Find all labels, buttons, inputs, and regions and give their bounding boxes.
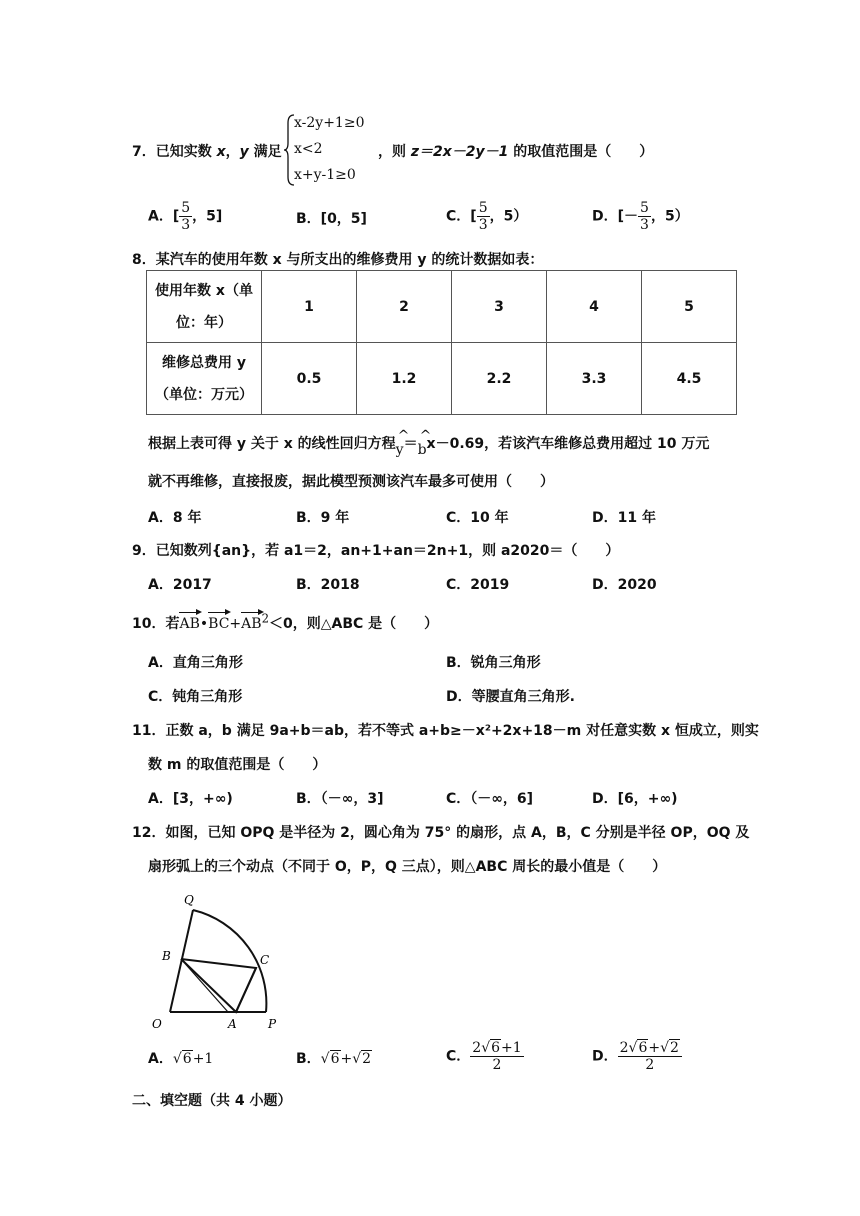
table-head-cell: 维修总费用 y （单位：万元） [147,343,262,415]
q10-option-d: D．等腰直角三角形. [446,689,575,705]
q11-option-d: D．[6，+∞) [592,791,678,807]
q8-option-c: C．10 年 [446,510,509,526]
table-cell: 1.2 [357,343,452,415]
label-b: B [162,949,171,963]
table-cell: 5 [642,271,737,343]
q11-option-b: B．（－∞，3] [296,791,384,807]
q8-stem: 8．某汽车的使用年数 x 与所支出的维修费用 y 的统计数据如表： [132,252,544,268]
q7-option-d: D．[－ $\frac{5}{3}$ ，5） [592,200,689,233]
q9-option-a: A．2017 [148,577,212,593]
triangle-abc [181,959,256,1012]
segment-ac [236,968,256,1012]
q8-option-d: D．11 年 [592,510,656,526]
q10-stem: 10．若$AB•BC+AB^2<0$，则△ABC 是（ ） [132,611,439,632]
q9-option-c: C．2019 [446,577,510,593]
q7-ineq-2: x<2 [294,141,323,157]
q10-option-c: C．钝角三角形 [148,689,243,705]
table-row [147,271,737,343]
q12-line-1: 12．如图，已知 OPQ 是半径为 2，圆心角为 75° 的扇形，点 A，B，C 分别是半径 OP，OQ 及 [132,825,750,841]
vector-ab: AB [179,610,199,632]
q10-option-a: A．直角三角形 [148,655,243,671]
q12-line-2: 扇形弧上的三个动点（不同于 O，P，Q 三点），则△ABC 周长的最小值是（ ） [148,859,667,875]
label-p: P [268,1017,277,1031]
q8-option-a: A．8 年 [148,510,202,526]
q11-option-a: A．[3，+∞) [148,791,233,807]
q7-ineq-1: x-2y+1≥0 [294,115,365,131]
table-cell: 4.5 [642,343,737,415]
q11-line-2: 数 m 的取值范围是（ ） [148,757,327,773]
q10-option-b: B．锐角三角形 [446,655,541,671]
table-head-cell: 使用年数 x（单 位：年） [147,271,262,343]
table-cell: 3 [452,271,547,343]
q12-option-b: B．√6+√2 [296,1051,372,1067]
table-cell: 4 [547,271,642,343]
label-c: C [260,953,270,967]
table-cell: 0.5 [262,343,357,415]
label-q: Q [184,893,194,907]
table-row [147,343,737,415]
q9-option-b: B．2018 [296,577,360,593]
table-cell: 1 [262,271,357,343]
table-cell: 2.2 [452,343,547,415]
q7-option-c: C．[ $\frac{5}{3}$ ，5） [446,200,528,233]
q7-option-a: A．[ $\frac{5}{3}$ ，5] [148,200,223,233]
q9-stem: 9．已知数列{an}，若 a1＝2，an+1+an＝2n+1，则 a2020＝（ ） [132,543,620,559]
q9-option-d: D．2020 [592,577,657,593]
q8-option-b: B．9 年 [296,510,350,526]
q12-option-c: C． $\frac{2√6+1}{2}$ [446,1040,522,1073]
q11-option-c: C．（－∞，6] [446,791,534,807]
label-a: A [228,1017,237,1031]
vector-ab-2: AB [241,610,261,632]
q12-option-a: A．√6+1 [148,1051,214,1067]
table-cell: 2 [357,271,452,343]
section-heading: 二、填空题（共 4 小题） [132,1093,292,1109]
q8-line-1: 根据上表可得 y 关于 x 的线性回归方程 ^ y＝ ^ bx－0.69，若该汽车维修总费用超过 10 万元 [148,428,710,458]
q12-option-d: D． $\frac{2√6+√2}{2}$ [592,1040,682,1073]
segment-ba [181,959,228,1012]
table-cell: 3.3 [547,343,642,415]
q7-option-b: B．[0，5] [296,211,367,227]
q7-stem-tail: ，则 z＝2x－2y－1 的取值范围是（ ） [378,144,654,160]
q7-stem: 7．已知实数 x，y 满足 [132,144,282,160]
q8-table [146,270,737,415]
vector-bc: BC [208,610,229,632]
sector-figure [148,888,288,1034]
q7-system [294,110,364,188]
q8-line-2: 就不再维修，直接报废，据此模型预测该汽车最多可使用（ ） [148,474,554,490]
q11-line-1: 11．正数 a，b 满足 9a+b＝ab，若不等式 a+b≥－x²+2x+18－m 对任意实数 x 恒成立，则实 [132,723,759,739]
q7-ineq-3: x+y-1≥0 [294,167,356,183]
label-o: O [152,1017,162,1031]
